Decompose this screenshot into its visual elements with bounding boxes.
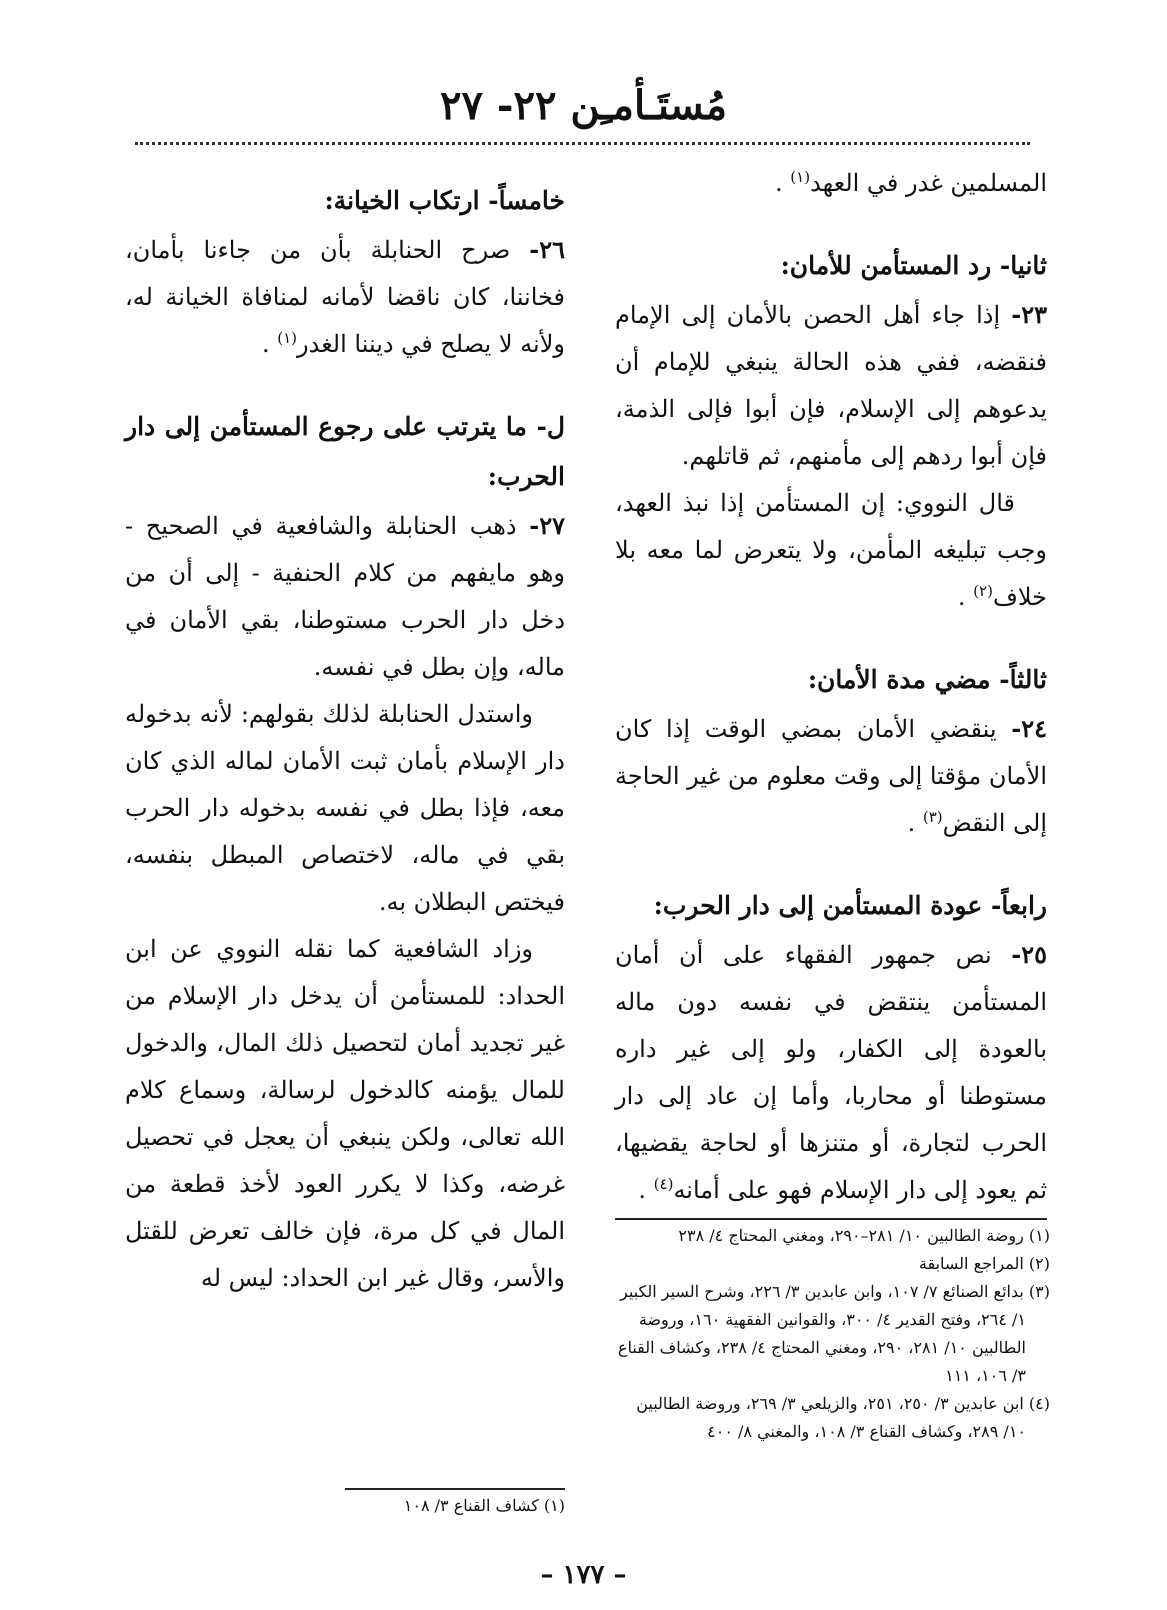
section-heading: ل- ما يترتب على رجوع المستأمن إلى دار الحرب: [125,412,565,491]
section-heading: ثالثاً- مضي مدة الأمان: [807,665,1047,694]
footnote-ref: (٣) [922,808,943,826]
paragraph-23: ٢٣- إذا جاء أهل الحصن بالأمان إلى الإمام فنقضه، ففي هذه الحالة ينبغي للإمام أن يدعوهم إلى الإسلام، فإن أبوا فإلى الذمة، فإن أبوا ردهم إلى مأمنهم، ثم قاتلهم. [615,300,1048,470]
paragraph-27-hanbali: واستدل الحنابلة لذلك بقولهم: لأنه بدخوله دار الإسلام بأمان ثبت الأمان لماله الذي كان معه، فإذا بطل في نفسه بدخوله دار الحرب بقي في ماله، لاختصاص المبطل بنفسه، فيختص البطلان به. [125,700,565,916]
paragraph-26: ٢٦- صرح الحنابلة بأن من جاءنا بأمان، فخاننا، كان ناقضا لأمانه لمنافاة الخيانة له، ولأنه لا يصلح في ديننا الغدر$^{(١)}$ . [125,235,565,358]
right-column [615,160,1047,1214]
section-heading: ثانيا- رد المستأمن للأمان: [780,251,1047,280]
page-number: – ١٧٧ – [540,1560,627,1590]
footnote-rule [345,1488,565,1490]
footnote-ref: (١) [790,168,811,186]
section-heading: خامساً- ارتكاب الخيانة: [324,186,565,215]
left-column [125,176,565,1302]
footnote-left: (١) كشاف القناع ٣/ ١٠٨ [403,1496,565,1515]
footnote: (٣) بدائع الصنائع ٧/ ١٠٧، وابن عابدين ٣/ ٢٢٦، وشرح السير الكبير ١/ ٢٦٤، وفتح القدير ٤/ ٣٠٠، والقوانين الفقهية ١٦٠، وروضة الطالبين ١٠/ ٢٨١، ٢٩٠، ومغني المحتاج ٤/ ٢٣٨، وكشاف القناع ٣/ ١٠٦، ١١١ [617,1282,1050,1385]
footnote-ref: (١) [277,329,298,347]
footnotes-right [610,1222,1050,1446]
paragraph-27-shafii: وزاد الشافعية كما نقله النووي عن ابن الحداد: للمستأمن أن يدخل دار الإسلام من غير تجديد أمان لتحصيل ذلك المال، والدخول للمال يؤمنه كالدخول لرسالة، وسماع كلام الله تعالى، ولكن ينبغي أن يعجل في تحصيل غرضه، وكذا لا يكرر العود لأخذ قطعة من المال في كل مرة، فإن خالف تعرض للقتل والأسر، وقال غير ابن الحداد: ليس له [125,935,565,1292]
footnote: (١) روضة الطالبين ١٠/ ٢٨١–٢٩٠، ومغني المحتاج ٤/ ٢٣٨ [678,1226,1050,1245]
footnote-ref: (٢) [973,582,993,600]
paragraph-25: ٢٥- نص جمهور الفقهاء على أن أمان المستأمن ينتقض في نفسه دون ماله بالعودة إلى الكفار، ولو إلى غير داره مستوطنا أو محاربا، وأما إن عاد إلى دار الحرب لتجارة، أو متنزها أو لحاجة يقضيها، ثم يعود إلى دار الإسلام فهو على أمانه$^{(٤)}$ . [615,940,1047,1204]
paragraph-24: ٢٤- ينقضي الأمان بمضي الوقت إذا كان الأمان مؤقتا إلى وقت معلوم من غير الحاجة إلى النقض$^{(٣)}$ . [615,714,1047,837]
section-heading: رابعاً- عودة المستأمن إلى دار الحرب: [653,891,1047,920]
continuation-paragraph: المسلمين غدر في العهد$^{(١)}$ . [775,168,1047,197]
footnote-rule [615,1218,1047,1220]
footnote: (٤) ابن عابدين ٣/ ٢٥٠، ٢٥١، والزيلعي ٣/ ٢٦٩، وروضة الطالبين ١٠/ ٢٨٩، وكشاف القناع ٣/ ١٠٨، والمغني ٨/ ٤٠٠ [636,1394,1050,1441]
header-dotted-rule [135,142,1030,145]
footnote: (٢) المراجع السابقة [918,1254,1050,1273]
footnote-ref: (٤) [653,1175,674,1193]
paragraph-27: ٢٧- ذهب الحنابلة والشافعية في الصحيح - وهو مايفهم من كلام الحنفية - إلى أن من دخل دار الحرب مستوطنا، بقي الأمان في ماله، وإن بطل في نفسه. [125,511,565,681]
running-header: مُستَـأمـِن ٢٢- ٢٧ [439,82,728,129]
paragraph-23-nawawi: قال النووي: إن المستأمن إذا نبذ العهد، وجب تبليغه المأمن، ولا يتعرض لما معه بلا خلاف$^{(٢)}$ . [615,489,1047,611]
